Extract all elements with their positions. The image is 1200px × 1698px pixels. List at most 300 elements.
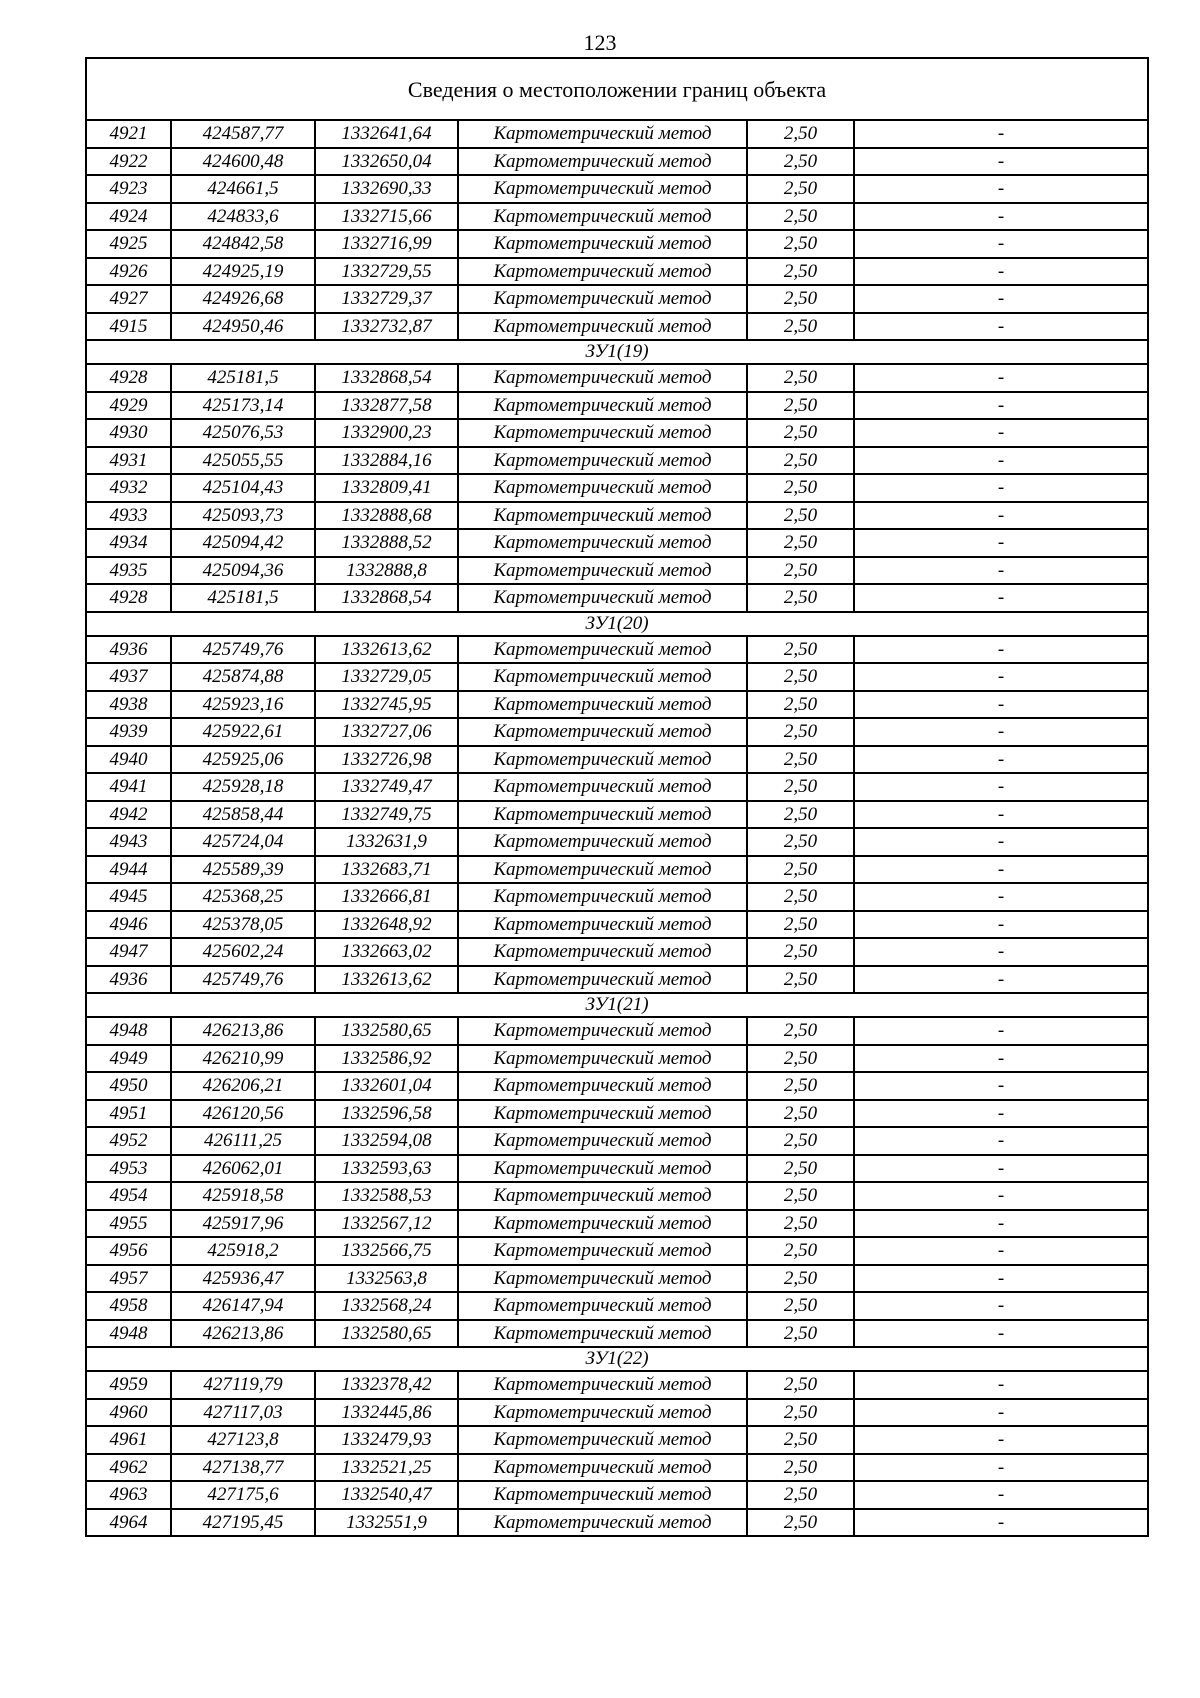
coord-y-cell: 1332732,87 (315, 313, 458, 341)
method-cell: Картометрический метод (458, 1265, 747, 1293)
method-cell: Картометрический метод (458, 392, 747, 420)
method-cell: Картометрический метод (458, 313, 747, 341)
description-cell: - (854, 313, 1148, 341)
method-cell: Картометрический метод (458, 419, 747, 447)
accuracy-cell: 2,50 (747, 175, 854, 203)
point-number-cell: 4959 (86, 1371, 171, 1399)
description-cell: - (854, 1371, 1148, 1399)
point-number-cell: 4937 (86, 663, 171, 691)
method-cell: Картометрический метод (458, 529, 747, 557)
description-cell: - (854, 801, 1148, 829)
boundary-coordinates-table (85, 57, 1149, 1537)
table-row (86, 938, 1148, 966)
description-cell: - (854, 773, 1148, 801)
table-header-row (86, 58, 1148, 120)
coord-x-cell: 425858,44 (171, 801, 315, 829)
table-row (86, 1292, 1148, 1320)
accuracy-cell: 2,50 (747, 1454, 854, 1482)
description-cell: - (854, 636, 1148, 664)
description-cell: - (854, 529, 1148, 557)
point-number-cell: 4949 (86, 1045, 171, 1073)
table-row (86, 746, 1148, 774)
accuracy-cell: 2,50 (747, 773, 854, 801)
accuracy-cell: 2,50 (747, 419, 854, 447)
description-cell: - (854, 1426, 1148, 1454)
accuracy-cell: 2,50 (747, 1426, 854, 1454)
coord-y-cell: 1332650,04 (315, 148, 458, 176)
accuracy-cell: 2,50 (747, 1371, 854, 1399)
description-cell: - (854, 120, 1148, 148)
method-cell: Картометрический метод (458, 636, 747, 664)
table-row (86, 1481, 1148, 1509)
table-row (86, 502, 1148, 530)
coord-y-cell: 1332563,8 (315, 1265, 458, 1293)
method-cell: Картометрический метод (458, 1509, 747, 1537)
coord-x-cell: 425076,53 (171, 419, 315, 447)
section-row (86, 993, 1148, 1017)
accuracy-cell: 2,50 (747, 1182, 854, 1210)
accuracy-cell: 2,50 (747, 1045, 854, 1073)
table-title: Сведения о местоположении границ объекта (86, 58, 1148, 120)
method-cell: Картометрический метод (458, 773, 747, 801)
description-cell: - (854, 148, 1148, 176)
accuracy-cell: 2,50 (747, 801, 854, 829)
description-cell: - (854, 230, 1148, 258)
table-row (86, 773, 1148, 801)
accuracy-cell: 2,50 (747, 529, 854, 557)
accuracy-cell: 2,50 (747, 120, 854, 148)
point-number-cell: 4956 (86, 1237, 171, 1265)
coord-x-cell: 426213,86 (171, 1320, 315, 1348)
point-number-cell: 4958 (86, 1292, 171, 1320)
accuracy-cell: 2,50 (747, 883, 854, 911)
coord-y-cell: 1332727,06 (315, 718, 458, 746)
point-number-cell: 4935 (86, 557, 171, 585)
method-cell: Картометрический метод (458, 883, 747, 911)
coord-y-cell: 1332716,99 (315, 230, 458, 258)
coord-y-cell: 1332666,81 (315, 883, 458, 911)
method-cell: Картометрический метод (458, 691, 747, 719)
point-number-cell: 4960 (86, 1399, 171, 1427)
coord-y-cell: 1332690,33 (315, 175, 458, 203)
accuracy-cell: 2,50 (747, 1265, 854, 1293)
coord-y-cell: 1332594,08 (315, 1127, 458, 1155)
method-cell: Картометрический метод (458, 1017, 747, 1045)
point-number-cell: 4936 (86, 636, 171, 664)
table-row (86, 1017, 1148, 1045)
description-cell: - (854, 691, 1148, 719)
description-cell: - (854, 364, 1148, 392)
coord-x-cell: 425925,06 (171, 746, 315, 774)
method-cell: Картометрический метод (458, 364, 747, 392)
point-number-cell: 4952 (86, 1127, 171, 1155)
method-cell: Картометрический метод (458, 1045, 747, 1073)
coord-x-cell: 425589,39 (171, 856, 315, 884)
point-number-cell: 4925 (86, 230, 171, 258)
table-row (86, 1426, 1148, 1454)
table-row (86, 447, 1148, 475)
point-number-cell: 4940 (86, 746, 171, 774)
point-number-cell: 4932 (86, 474, 171, 502)
accuracy-cell: 2,50 (747, 1072, 854, 1100)
table-row (86, 911, 1148, 939)
description-cell: - (854, 1292, 1148, 1320)
coord-y-cell: 1332566,75 (315, 1237, 458, 1265)
section-row (86, 612, 1148, 636)
coord-x-cell: 425368,25 (171, 883, 315, 911)
coord-x-cell: 425094,42 (171, 529, 315, 557)
point-number-cell: 4933 (86, 502, 171, 530)
method-cell: Картометрический метод (458, 502, 747, 530)
description-cell: - (854, 1017, 1148, 1045)
description-cell: - (854, 203, 1148, 231)
method-cell: Картометрический метод (458, 1426, 747, 1454)
table-row (86, 966, 1148, 994)
coord-y-cell: 1332580,65 (315, 1017, 458, 1045)
description-cell: - (854, 502, 1148, 530)
point-number-cell: 4934 (86, 529, 171, 557)
accuracy-cell: 2,50 (747, 447, 854, 475)
description-cell: - (854, 584, 1148, 612)
coord-y-cell: 1332378,42 (315, 1371, 458, 1399)
coord-x-cell: 424925,19 (171, 258, 315, 286)
coord-y-cell: 1332663,02 (315, 938, 458, 966)
coord-x-cell: 426147,94 (171, 1292, 315, 1320)
table-row (86, 1509, 1148, 1537)
table-row (86, 148, 1148, 176)
table-row (86, 392, 1148, 420)
method-cell: Картометрический метод (458, 1072, 747, 1100)
point-number-cell: 4944 (86, 856, 171, 884)
point-number-cell: 4945 (86, 883, 171, 911)
accuracy-cell: 2,50 (747, 1399, 854, 1427)
accuracy-cell: 2,50 (747, 636, 854, 664)
coord-x-cell: 424600,48 (171, 148, 315, 176)
coord-x-cell: 425923,16 (171, 691, 315, 719)
accuracy-cell: 2,50 (747, 502, 854, 530)
coord-x-cell: 425181,5 (171, 364, 315, 392)
point-number-cell: 4957 (86, 1265, 171, 1293)
point-number-cell: 4921 (86, 120, 171, 148)
description-cell: - (854, 557, 1148, 585)
description-cell: - (854, 1100, 1148, 1128)
description-cell: - (854, 392, 1148, 420)
accuracy-cell: 2,50 (747, 392, 854, 420)
accuracy-cell: 2,50 (747, 258, 854, 286)
point-number-cell: 4950 (86, 1072, 171, 1100)
description-cell: - (854, 1454, 1148, 1482)
accuracy-cell: 2,50 (747, 663, 854, 691)
point-number-cell: 4947 (86, 938, 171, 966)
coord-x-cell: 427138,77 (171, 1454, 315, 1482)
coord-y-cell: 1332900,23 (315, 419, 458, 447)
method-cell: Картометрический метод (458, 120, 747, 148)
accuracy-cell: 2,50 (747, 1155, 854, 1183)
accuracy-cell: 2,50 (747, 474, 854, 502)
table-row (86, 230, 1148, 258)
table-row (86, 203, 1148, 231)
method-cell: Картометрический метод (458, 203, 747, 231)
method-cell: Картометрический метод (458, 447, 747, 475)
description-cell: - (854, 1265, 1148, 1293)
table-row (86, 175, 1148, 203)
accuracy-cell: 2,50 (747, 364, 854, 392)
point-number-cell: 4941 (86, 773, 171, 801)
method-cell: Картометрический метод (458, 1182, 747, 1210)
coord-y-cell: 1332868,54 (315, 584, 458, 612)
accuracy-cell: 2,50 (747, 746, 854, 774)
section-label: ЗУ1(19) (86, 340, 1148, 364)
method-cell: Картометрический метод (458, 746, 747, 774)
coord-x-cell: 425602,24 (171, 938, 315, 966)
method-cell: Картометрический метод (458, 966, 747, 994)
accuracy-cell: 2,50 (747, 1210, 854, 1238)
method-cell: Картометрический метод (458, 1399, 747, 1427)
point-number-cell: 4943 (86, 828, 171, 856)
table-row (86, 1210, 1148, 1238)
coord-x-cell: 424661,5 (171, 175, 315, 203)
description-cell: - (854, 1210, 1148, 1238)
table-row (86, 120, 1148, 148)
point-number-cell: 4942 (86, 801, 171, 829)
description-cell: - (854, 718, 1148, 746)
coord-x-cell: 426213,86 (171, 1017, 315, 1045)
table-row (86, 1100, 1148, 1128)
page-number: 123 (583, 30, 617, 55)
coord-y-cell: 1332729,37 (315, 285, 458, 313)
accuracy-cell: 2,50 (747, 1481, 854, 1509)
coord-x-cell: 426111,25 (171, 1127, 315, 1155)
coord-x-cell: 425874,88 (171, 663, 315, 691)
coord-y-cell: 1332888,8 (315, 557, 458, 585)
coord-y-cell: 1332809,41 (315, 474, 458, 502)
table-row (86, 364, 1148, 392)
coord-x-cell: 425055,55 (171, 447, 315, 475)
coord-y-cell: 1332613,62 (315, 966, 458, 994)
point-number-cell: 4948 (86, 1017, 171, 1045)
description-cell: - (854, 663, 1148, 691)
accuracy-cell: 2,50 (747, 966, 854, 994)
table-row (86, 636, 1148, 664)
method-cell: Картометрический метод (458, 175, 747, 203)
coord-x-cell: 424926,68 (171, 285, 315, 313)
point-number-cell: 4963 (86, 1481, 171, 1509)
table-row (86, 474, 1148, 502)
table-row (86, 1182, 1148, 1210)
table-row (86, 691, 1148, 719)
table-row (86, 1045, 1148, 1073)
accuracy-cell: 2,50 (747, 584, 854, 612)
coord-x-cell: 426120,56 (171, 1100, 315, 1128)
coord-y-cell: 1332540,47 (315, 1481, 458, 1509)
table-row (86, 584, 1148, 612)
description-cell: - (854, 474, 1148, 502)
point-number-cell: 4929 (86, 392, 171, 420)
coord-y-cell: 1332726,98 (315, 746, 458, 774)
coord-x-cell: 425093,73 (171, 502, 315, 530)
coord-y-cell: 1332745,95 (315, 691, 458, 719)
point-number-cell: 4936 (86, 966, 171, 994)
description-cell: - (854, 1045, 1148, 1073)
coord-y-cell: 1332888,68 (315, 502, 458, 530)
coord-y-cell: 1332641,64 (315, 120, 458, 148)
coord-x-cell: 425922,61 (171, 718, 315, 746)
method-cell: Картометрический метод (458, 828, 747, 856)
method-cell: Картометрический метод (458, 856, 747, 884)
coord-x-cell: 424842,58 (171, 230, 315, 258)
coord-y-cell: 1332596,58 (315, 1100, 458, 1128)
point-number-cell: 4922 (86, 148, 171, 176)
point-number-cell: 4964 (86, 1509, 171, 1537)
coord-x-cell: 425918,2 (171, 1237, 315, 1265)
point-number-cell: 4961 (86, 1426, 171, 1454)
description-cell: - (854, 883, 1148, 911)
method-cell: Картометрический метод (458, 1127, 747, 1155)
coord-y-cell: 1332445,86 (315, 1399, 458, 1427)
point-number-cell: 4915 (86, 313, 171, 341)
description-cell: - (854, 1072, 1148, 1100)
coord-y-cell: 1332884,16 (315, 447, 458, 475)
method-cell: Картометрический метод (458, 148, 747, 176)
description-cell: - (854, 938, 1148, 966)
description-cell: - (854, 1182, 1148, 1210)
point-number-cell: 4930 (86, 419, 171, 447)
description-cell: - (854, 1127, 1148, 1155)
coord-y-cell: 1332613,62 (315, 636, 458, 664)
table-row (86, 1127, 1148, 1155)
coord-y-cell: 1332877,58 (315, 392, 458, 420)
method-cell: Картометрический метод (458, 1155, 747, 1183)
coord-x-cell: 424950,46 (171, 313, 315, 341)
accuracy-cell: 2,50 (747, 313, 854, 341)
coord-x-cell: 425104,43 (171, 474, 315, 502)
coord-x-cell: 425378,05 (171, 911, 315, 939)
table-row (86, 1155, 1148, 1183)
accuracy-cell: 2,50 (747, 1320, 854, 1348)
table-row (86, 663, 1148, 691)
method-cell: Картометрический метод (458, 230, 747, 258)
coord-y-cell: 1332593,63 (315, 1155, 458, 1183)
description-cell: - (854, 856, 1148, 884)
description-cell: - (854, 1509, 1148, 1537)
accuracy-cell: 2,50 (747, 1509, 854, 1537)
table-row (86, 285, 1148, 313)
coord-y-cell: 1332567,12 (315, 1210, 458, 1238)
description-cell: - (854, 911, 1148, 939)
point-number-cell: 4954 (86, 1182, 171, 1210)
accuracy-cell: 2,50 (747, 911, 854, 939)
description-cell: - (854, 746, 1148, 774)
coord-y-cell: 1332551,9 (315, 1509, 458, 1537)
coord-x-cell: 425917,96 (171, 1210, 315, 1238)
description-cell: - (854, 258, 1148, 286)
table-row (86, 1072, 1148, 1100)
coord-x-cell: 427175,6 (171, 1481, 315, 1509)
accuracy-cell: 2,50 (747, 148, 854, 176)
coord-y-cell: 1332683,71 (315, 856, 458, 884)
description-cell: - (854, 175, 1148, 203)
accuracy-cell: 2,50 (747, 856, 854, 884)
coord-x-cell: 425181,5 (171, 584, 315, 612)
section-row (86, 1347, 1148, 1371)
table-row (86, 313, 1148, 341)
table-row (86, 1399, 1148, 1427)
point-number-cell: 4928 (86, 584, 171, 612)
coord-x-cell: 426210,99 (171, 1045, 315, 1073)
table-row (86, 801, 1148, 829)
description-cell: - (854, 1155, 1148, 1183)
description-cell: - (854, 285, 1148, 313)
method-cell: Картометрический метод (458, 474, 747, 502)
coord-y-cell: 1332601,04 (315, 1072, 458, 1100)
coord-x-cell: 424833,6 (171, 203, 315, 231)
method-cell: Картометрический метод (458, 1481, 747, 1509)
point-number-cell: 4928 (86, 364, 171, 392)
accuracy-cell: 2,50 (747, 718, 854, 746)
coord-y-cell: 1332580,65 (315, 1320, 458, 1348)
coord-y-cell: 1332586,92 (315, 1045, 458, 1073)
accuracy-cell: 2,50 (747, 230, 854, 258)
method-cell: Картометрический метод (458, 938, 747, 966)
description-cell: - (854, 966, 1148, 994)
coord-x-cell: 427117,03 (171, 1399, 315, 1427)
coord-y-cell: 1332749,47 (315, 773, 458, 801)
coord-y-cell: 1332479,93 (315, 1426, 458, 1454)
coord-y-cell: 1332749,75 (315, 801, 458, 829)
description-cell: - (854, 447, 1148, 475)
description-cell: - (854, 1481, 1148, 1509)
point-number-cell: 4926 (86, 258, 171, 286)
accuracy-cell: 2,50 (747, 1292, 854, 1320)
point-number-cell: 4948 (86, 1320, 171, 1348)
coord-y-cell: 1332588,53 (315, 1182, 458, 1210)
accuracy-cell: 2,50 (747, 691, 854, 719)
section-label: ЗУ1(22) (86, 1347, 1148, 1371)
method-cell: Картометрический метод (458, 801, 747, 829)
table-row (86, 1454, 1148, 1482)
method-cell: Картометрический метод (458, 1100, 747, 1128)
method-cell: Картометрический метод (458, 1320, 747, 1348)
point-number-cell: 4946 (86, 911, 171, 939)
coord-x-cell: 426206,21 (171, 1072, 315, 1100)
accuracy-cell: 2,50 (747, 285, 854, 313)
point-number-cell: 4953 (86, 1155, 171, 1183)
table-row (86, 828, 1148, 856)
point-number-cell: 4923 (86, 175, 171, 203)
coord-x-cell: 425928,18 (171, 773, 315, 801)
method-cell: Картометрический метод (458, 285, 747, 313)
coord-y-cell: 1332648,92 (315, 911, 458, 939)
method-cell: Картометрический метод (458, 1371, 747, 1399)
accuracy-cell: 2,50 (747, 1017, 854, 1045)
method-cell: Картометрический метод (458, 1454, 747, 1482)
table-row (86, 1371, 1148, 1399)
description-cell: - (854, 419, 1148, 447)
section-label: ЗУ1(21) (86, 993, 1148, 1017)
description-cell: - (854, 1399, 1148, 1427)
accuracy-cell: 2,50 (747, 938, 854, 966)
coord-x-cell: 425094,36 (171, 557, 315, 585)
accuracy-cell: 2,50 (747, 557, 854, 585)
table-row (86, 883, 1148, 911)
accuracy-cell: 2,50 (747, 1127, 854, 1155)
accuracy-cell: 2,50 (747, 203, 854, 231)
table-row (86, 557, 1148, 585)
description-cell: - (854, 828, 1148, 856)
point-number-cell: 4951 (86, 1100, 171, 1128)
method-cell: Картометрический метод (458, 1237, 747, 1265)
section-label: ЗУ1(20) (86, 612, 1148, 636)
